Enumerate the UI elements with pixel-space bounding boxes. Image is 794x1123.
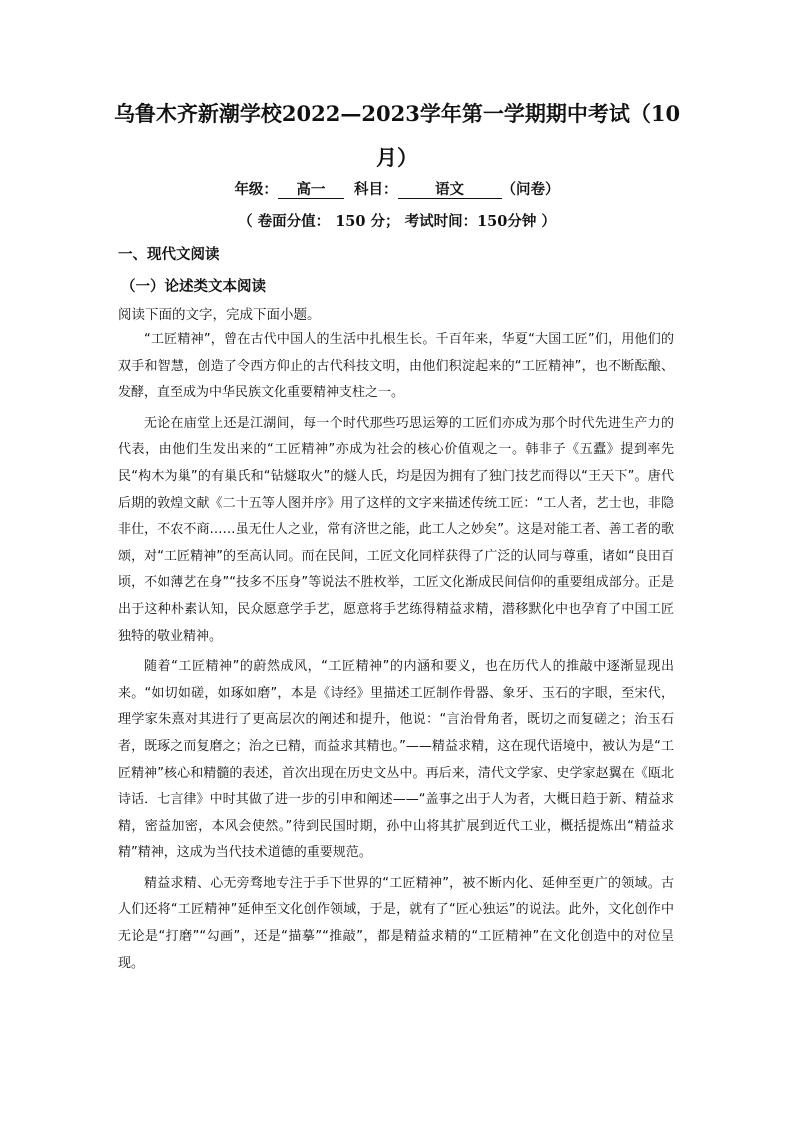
passage-body bbox=[118, 327, 674, 981]
section-heading: 一、现代文阅读 bbox=[118, 246, 220, 263]
exam-title: 乌鲁木齐新潮学校2022—2023学年第一学期期中考试（10月） bbox=[113, 101, 681, 170]
subject-value: 语文 bbox=[398, 182, 502, 199]
grade-value: 高一 bbox=[278, 182, 344, 199]
passage-paragraph-4: 精益求精、心无旁骛地专注于手下世界的“工匠精神”，被不断内化、延伸至更广的领域。古人们还将“工匠精神”延伸至文化创作领域，于是，就有了“匠心独运”的说法。此外，文化创作中无论是“打磨”“勾画”，还是“描摹”“推敲”，都是精益求精的“工匠精神”在文化创造中的对位呈现。 bbox=[118, 875, 674, 971]
exam-meta-line bbox=[110, 178, 684, 199]
grade-label: 年级： bbox=[234, 181, 278, 198]
passage-paragraph-2: 无论在庙堂上还是江湖间，每一个时代那些巧思运筹的工匠们亦成为那个时代先进生产力的代表，由他们生发出来的“工匠精神”亦成为社会的核心价值观之一。韩非子《五蠹》提到率先民“构木为巢”的有巢氏和“钻燧取火”的燧人氏，均是因为拥有了独门技艺而得以“王天下”。唐代后期的敦煌文献《二十五等人图并序》用了这样的文字来描述传统工匠：“工人者，艺士也，非隐非仕，不农不商……虽无仕人之业，常有济世之能，此工人之妙矣”。这是对能工者、善工者的歌颂，对“工匠精神”的至高认同。而在民间，工匠文化同样获得了广泛的认同与尊重，诸如“良田百顷，不如薄艺在身”“技多不压身”等说法不胜枚举，工匠文化渐成民间信仰的重要组成部分。正是出于这种朴素认知，民众愿意学手艺，愿意将手艺练得精益求精，潜移默化中也孕育了中国工匠独特的敬业精神。 bbox=[118, 415, 674, 644]
paper-type: （问卷） bbox=[501, 181, 560, 198]
reading-instruction: 阅读下面的文字，完成下面小题。 bbox=[118, 307, 321, 323]
score-time-line: （ 卷面分值： 150 分； 考试时间：150分钟 ） bbox=[238, 213, 556, 230]
subject-label: 科目： bbox=[354, 181, 398, 198]
passage-paragraph-3: 随着“工匠精神”的蔚然成风，“工匠精神”的内涵和要义，也在历代人的推敲中逐渐显现出来。“如切如磋，如琢如磨”，本是《诗经》里描述工匠制作骨器、象牙、玉石的字眼，至宋代，理学家朱熹对其进行了更高层次的阐述和提升，他说：“言治骨角者，既切之而复磋之；治玉石者，既琢之而复磨之；治之已精，而益求其精也。”——精益求精，这在现代语境中，被认为是“工匠精神”核心和精髓的表述，首次出现在历史文丛中。再后来，清代文学家、史学家赵翼在《瓯北诗话．七言律》中时其做了进一步的引申和阐述——“盖事之出于人为者，大概日趋于新、精益求精，密益加密，本风会使然。”待到民国时期，孙中山将其扩展到近代工业，概括提炼出“精益求精”精神，这成为当代技术道德的重要规范。 bbox=[118, 659, 674, 861]
section-subheading: （一）论述类文本阅读 bbox=[121, 278, 266, 295]
passage-paragraph-1: “工匠精神”，曾在古代中国人的生活中扎根生长。千百年来，华夏“大国工匠”们，用他们的双手和智慧，创造了令西方仰止的古代科技文明，由他们积淀起来的“工匠精神”，也不断酝酿、发酵，直至成为中华民族文化重要精神支柱之一。 bbox=[118, 332, 674, 401]
